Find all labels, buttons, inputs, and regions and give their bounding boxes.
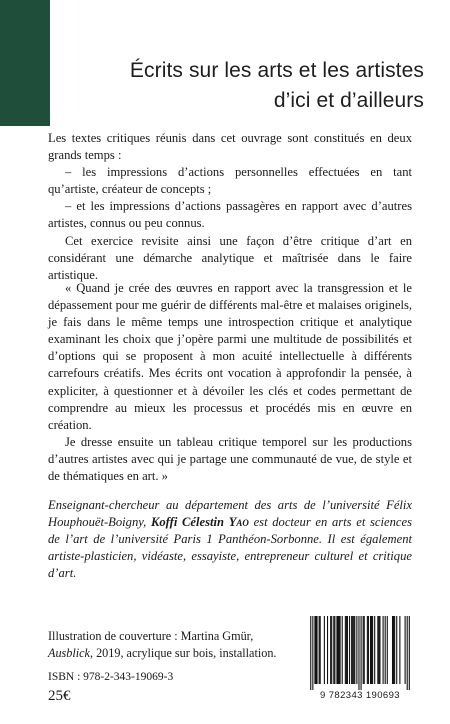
barcode-bar bbox=[315, 616, 316, 684]
barcode-bar bbox=[394, 616, 395, 684]
title-line-2: d’ici et d’ailleurs bbox=[273, 89, 424, 112]
intro-paragraph-3: – et les impressions d’actions passagères en rapport avec d’autres artistes, connus ou peu connus. bbox=[48, 199, 412, 231]
barcode-bar bbox=[396, 616, 397, 684]
barcode-bars bbox=[306, 616, 414, 690]
barcode-bar bbox=[356, 616, 357, 684]
barcode-bar bbox=[346, 616, 347, 684]
intro-text bbox=[48, 130, 412, 284]
cover-accent-block bbox=[0, 0, 50, 126]
barcode-bar bbox=[347, 616, 348, 684]
barcode-bar bbox=[342, 616, 343, 684]
barcode-bar bbox=[371, 616, 372, 684]
barcode-bar bbox=[364, 616, 365, 684]
barcode-bar bbox=[337, 616, 338, 684]
author-bio bbox=[48, 497, 412, 582]
barcode-bar bbox=[333, 616, 334, 684]
barcode-bar bbox=[367, 616, 368, 684]
barcode-bar bbox=[385, 616, 386, 684]
barcode-bar bbox=[409, 616, 410, 690]
barcode-bar bbox=[378, 616, 379, 684]
barcode-bar bbox=[363, 616, 364, 684]
price-label: 25€ bbox=[48, 688, 71, 704]
barcode-bar bbox=[310, 616, 311, 690]
author-last-name: Yao bbox=[228, 515, 249, 530]
barcode-bar bbox=[354, 616, 355, 684]
credit-line-2 bbox=[48, 645, 308, 662]
barcode bbox=[306, 616, 414, 702]
barcode-bar bbox=[379, 616, 380, 684]
barcode-bar bbox=[316, 616, 317, 684]
barcode-bar bbox=[392, 616, 393, 684]
barcode-digits: 9 782343 190693 bbox=[320, 690, 400, 701]
barcode-bar bbox=[336, 616, 337, 684]
barcode-bar bbox=[353, 616, 354, 684]
credit-line-2-rest: , 2019, acrylique sur bois, installation. bbox=[89, 646, 277, 660]
barcode-bar bbox=[320, 616, 321, 684]
bio-paragraph bbox=[48, 497, 412, 582]
barcode-bar bbox=[351, 616, 352, 684]
barcode-bar bbox=[370, 616, 371, 684]
barcode-bar bbox=[358, 616, 359, 690]
credit-line-1: Illustration de couverture : Martina Gmür, bbox=[48, 629, 254, 643]
barcode-bar bbox=[361, 616, 362, 690]
author-first-name: Koffi Célestin bbox=[150, 515, 229, 530]
barcode-bar bbox=[312, 616, 313, 690]
intro-paragraph-4: Cet exercice revisite ainsi une façon d’être critique d’art en considérant une démarche analytique et maîtrisée dans le faire artistique. bbox=[48, 233, 412, 282]
author-quote bbox=[48, 280, 412, 485]
barcode-bar bbox=[327, 616, 328, 684]
book-title bbox=[60, 56, 424, 116]
barcode-bar bbox=[319, 616, 320, 684]
cover-illustration-credit bbox=[48, 628, 308, 662]
bio-text-after: est docteur en arts et sciences de l’art de l’université Paris 1 Panthéon-Sorbonne. Il est également artiste-plasticien, vidéaste, essayiste, entrepreneur culturel et critique d’art. bbox=[48, 515, 412, 581]
barcode-bar bbox=[372, 616, 373, 684]
artwork-title: Ausblick bbox=[48, 646, 90, 660]
barcode-bar bbox=[368, 616, 369, 684]
quote-paragraph-1: « Quand je crée des œuvres en rapport avec la transgression et le dépassement pour me guérir de différents mal-être et malaises originels, je fais dans le même temps une introspection critique et analytique examinant les choix que j’opère parmi une multitude de possibilités et d’options qui se proposent à mon acuité intellectuelle à différents carrefours créatifs. Mes écrits ont vocation à approfondir la pensée, à expliciter, à questionner et à dévoiler les clés et codes permettant de comprendre au mieux les processus et procédés mis en œuvre en création. bbox=[48, 281, 412, 432]
barcode-bar bbox=[352, 616, 353, 684]
barcode-bar bbox=[377, 616, 378, 684]
barcode-bar bbox=[383, 616, 384, 684]
title-line-1: Écrits sur les arts et les artistes bbox=[129, 59, 424, 82]
barcode-bar bbox=[339, 616, 340, 684]
barcode-bar bbox=[399, 616, 400, 684]
barcode-bar bbox=[405, 616, 406, 684]
barcode-bar bbox=[324, 616, 325, 684]
intro-paragraph-2: – les impressions d’actions personnelles effectuées en tant qu’artiste, créateur de concepts ; bbox=[48, 165, 412, 197]
barcode-bar bbox=[393, 616, 394, 684]
isbn-label: ISBN : 978-2-343-19069-3 bbox=[48, 671, 174, 683]
barcode-bar bbox=[387, 616, 388, 684]
bio-text-before: Enseignant-chercheur au département des arts de l’université Félix Houphouët-Boigny, bbox=[48, 498, 412, 530]
barcode-bar bbox=[407, 616, 408, 690]
quote-paragraph-2: Je dresse ensuite un tableau critique temporel sur les productions d’autres artistes avec qui je partage une communauté de vue, de style et de thématiques en art. » bbox=[48, 434, 412, 484]
barcode-bar bbox=[314, 616, 315, 684]
barcode-bar bbox=[330, 616, 331, 684]
barcode-bar bbox=[331, 616, 332, 684]
barcode-bar bbox=[349, 616, 350, 684]
intro-paragraph-1: Les textes critiques réunis dans cet ouvrage sont constitués en deux grands temps : bbox=[48, 131, 412, 163]
barcode-bar bbox=[340, 616, 341, 684]
barcode-bar bbox=[374, 616, 375, 684]
barcode-bar bbox=[334, 616, 335, 684]
author-name bbox=[151, 515, 249, 529]
barcode-bar bbox=[345, 616, 346, 684]
